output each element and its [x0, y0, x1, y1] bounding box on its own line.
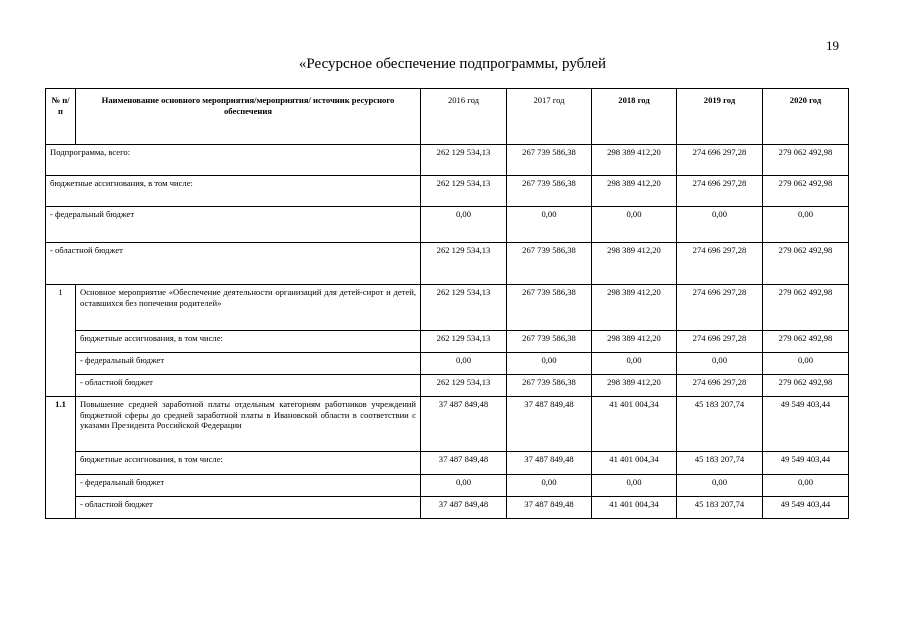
row-value: 49 549 403,44 — [763, 497, 849, 519]
row-value: 298 389 412,20 — [592, 375, 677, 397]
row-value: 279 062 492,98 — [763, 375, 849, 397]
row-value: 0,00 — [592, 353, 677, 375]
table-row — [46, 452, 849, 475]
row-value: 267 739 586,38 — [507, 331, 592, 353]
row-value: 0,00 — [507, 207, 592, 243]
row-value: 49 549 403,44 — [763, 452, 849, 475]
col-header-2019: 2019 год — [677, 89, 763, 145]
document-title: «Ресурсное обеспечение подпрограммы, рублей — [298, 56, 607, 72]
row-value: 298 389 412,20 — [592, 176, 677, 207]
row-value: 0,00 — [763, 475, 849, 497]
row-value: 298 389 412,20 — [592, 145, 677, 176]
table-header-row — [46, 89, 849, 145]
row-value: 0,00 — [763, 353, 849, 375]
row-value: 267 739 586,38 — [507, 145, 592, 176]
col-header-2017: 2017 год — [507, 89, 592, 145]
table-row — [46, 353, 849, 375]
row-value: 37 487 849,48 — [507, 497, 592, 519]
col-header-2020: 2020 год — [763, 89, 849, 145]
row-value: 262 129 534,13 — [421, 243, 507, 285]
row-name: бюджетные ассигнования, в том числе: — [76, 331, 421, 353]
row-value: 274 696 297,28 — [677, 243, 763, 285]
row-value: 262 129 534,13 — [421, 145, 507, 176]
row-name: - федеральный бюджет — [76, 475, 421, 497]
row-value: 262 129 534,13 — [421, 285, 507, 331]
row-number: 1 — [46, 285, 76, 397]
table-row — [46, 397, 849, 452]
row-value: 45 183 207,74 — [677, 452, 763, 475]
row-name: - областной бюджет — [46, 243, 421, 285]
row-value: 0,00 — [507, 353, 592, 375]
row-name: Подпрограмма, всего: — [46, 145, 421, 176]
row-value: 279 062 492,98 — [763, 331, 849, 353]
row-name: - областной бюджет — [76, 375, 421, 397]
row-value: 298 389 412,20 — [592, 331, 677, 353]
row-name: Повышение средней заработной платы отдельным категориям работников учреждений бюджетной сферы до средней заработной платы в Ивановской области в соответствии с указами Президента Российской Федерации — [76, 397, 421, 452]
row-value: 0,00 — [507, 475, 592, 497]
row-value: 0,00 — [763, 207, 849, 243]
row-number: 1.1 — [46, 397, 76, 519]
col-header-name: Наименование основного мероприятия/мероприятия/ источник ресурсного обеспечения — [76, 89, 421, 145]
table-row — [46, 243, 849, 285]
col-header-no: № п/п — [46, 89, 76, 145]
row-value: 0,00 — [677, 353, 763, 375]
table-row — [46, 475, 849, 497]
row-value: 267 739 586,38 — [507, 375, 592, 397]
row-name: - областной бюджет — [76, 497, 421, 519]
table-row — [46, 207, 849, 243]
row-value: 0,00 — [677, 475, 763, 497]
row-value: 274 696 297,28 — [677, 331, 763, 353]
row-value: 41 401 004,34 — [592, 397, 677, 452]
row-value: 37 487 849,48 — [421, 452, 507, 475]
row-value: 37 487 849,48 — [507, 397, 592, 452]
table-row — [46, 176, 849, 207]
row-value: 279 062 492,98 — [763, 145, 849, 176]
table-row — [46, 285, 849, 331]
table-row — [46, 331, 849, 353]
table-row — [46, 375, 849, 397]
page-number: 19 — [826, 38, 839, 53]
row-value: 274 696 297,28 — [677, 145, 763, 176]
row-value: 267 739 586,38 — [507, 176, 592, 207]
row-value: 37 487 849,48 — [421, 397, 507, 452]
row-value: 274 696 297,28 — [677, 375, 763, 397]
row-name: бюджетные ассигнования, в том числе: — [46, 176, 421, 207]
row-value: 262 129 534,13 — [421, 375, 507, 397]
row-name: бюджетные ассигнования, в том числе: — [76, 452, 421, 475]
row-value: 267 739 586,38 — [507, 285, 592, 331]
row-value: 0,00 — [677, 207, 763, 243]
row-value: 49 549 403,44 — [763, 397, 849, 452]
row-value: 274 696 297,28 — [677, 176, 763, 207]
row-value: 37 487 849,48 — [421, 497, 507, 519]
row-value: 45 183 207,74 — [677, 397, 763, 452]
row-value: 279 062 492,98 — [763, 285, 849, 331]
row-value: 41 401 004,34 — [592, 452, 677, 475]
row-value: 298 389 412,20 — [592, 243, 677, 285]
row-value: 298 389 412,20 — [592, 285, 677, 331]
table-row — [46, 145, 849, 176]
row-value: 279 062 492,98 — [763, 176, 849, 207]
row-name: - федеральный бюджет — [76, 353, 421, 375]
row-value: 41 401 004,34 — [592, 497, 677, 519]
row-value: 0,00 — [592, 207, 677, 243]
table-row — [46, 497, 849, 519]
row-value: 45 183 207,74 — [677, 497, 763, 519]
col-header-2018: 2018 год — [592, 89, 677, 145]
col-header-2016: 2016 год — [421, 89, 507, 145]
row-name: Основное мероприятие «Обеспечение деятельности организаций для детей-сирот и детей, оставшихся без попечения родителей» — [76, 285, 421, 331]
row-value: 274 696 297,28 — [677, 285, 763, 331]
row-value: 262 129 534,13 — [421, 331, 507, 353]
row-value: 267 739 586,38 — [507, 243, 592, 285]
row-value: 279 062 492,98 — [763, 243, 849, 285]
row-value: 37 487 849,48 — [507, 452, 592, 475]
row-value: 0,00 — [421, 475, 507, 497]
row-value: 262 129 534,13 — [421, 176, 507, 207]
resource-table — [45, 88, 849, 519]
row-value: 0,00 — [592, 475, 677, 497]
row-value: 0,00 — [421, 207, 507, 243]
row-name: - федеральный бюджет — [46, 207, 421, 243]
row-value: 0,00 — [421, 353, 507, 375]
